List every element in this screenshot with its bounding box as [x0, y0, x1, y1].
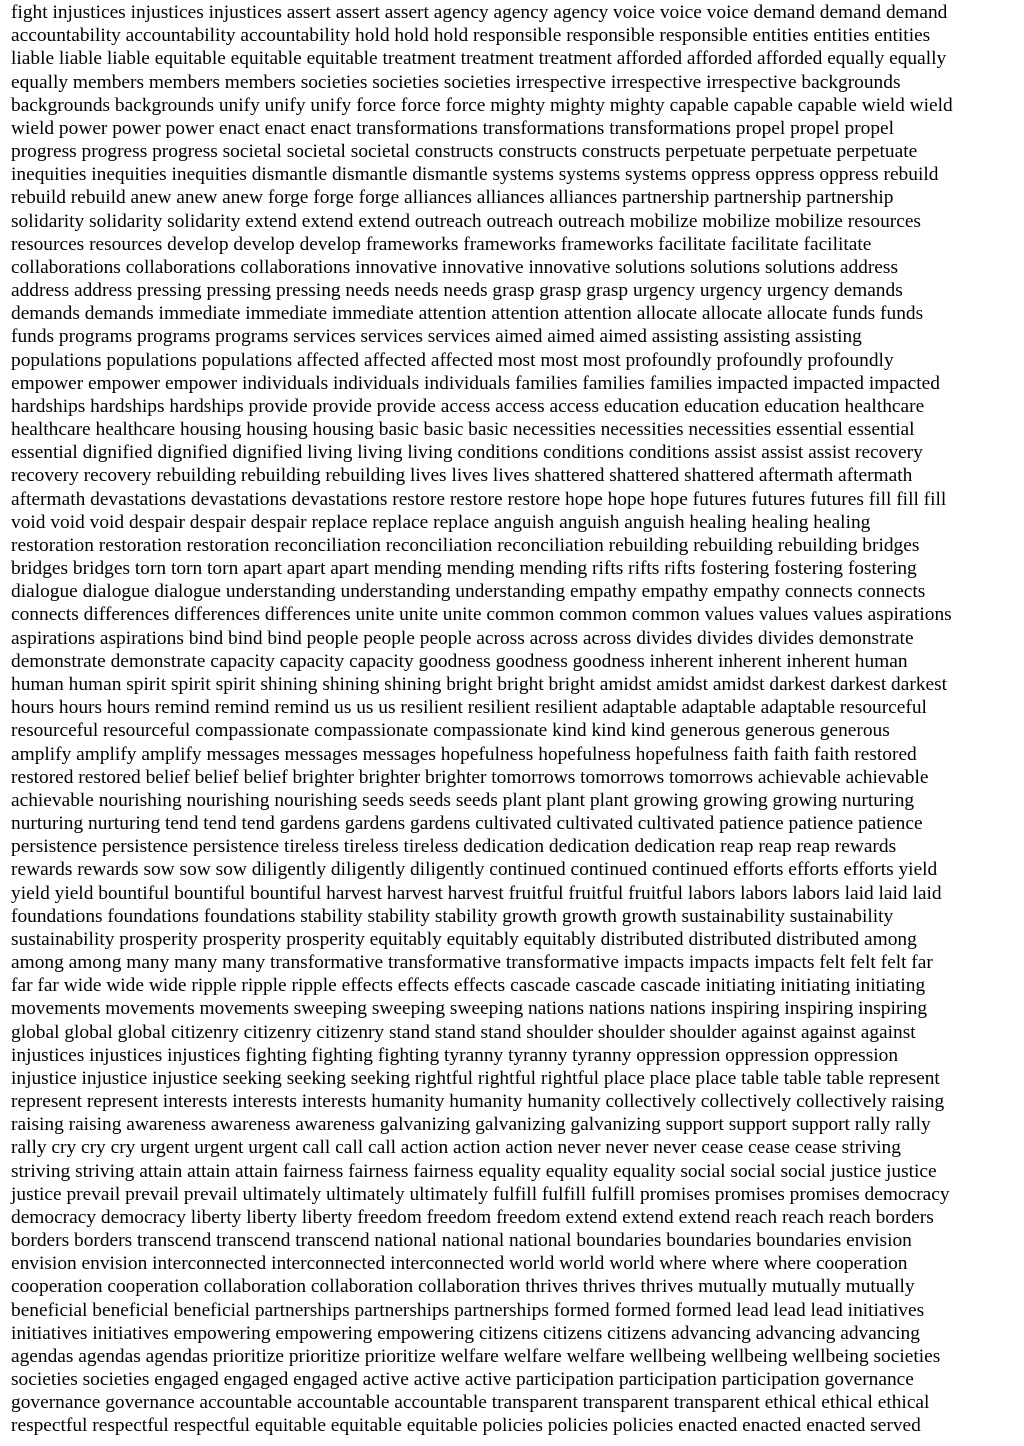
- text-line: cooperation cooperation collaboration collaboration collaboration thrives thrives thrives mutually mutually mutually: [11, 1276, 915, 1298]
- text-line: borders borders transcend transcend transcend national national national boundaries boundaries boundaries envision: [11, 1230, 912, 1252]
- text-line: solidarity solidarity solidarity extend extend extend outreach outreach outreach mobilize mobilize mobilize resources: [11, 210, 921, 232]
- text-line: demands demands immediate immediate immediate attention attention attention allocate allocate allocate funds funds: [11, 303, 924, 325]
- text-line: amplify amplify amplify messages messages messages hopefulness hopefulness hopefulness faith faith faith restored: [11, 743, 917, 765]
- text-line: resourceful resourceful compassionate compassionate compassionate kind kind kind generous generous generous: [11, 720, 890, 742]
- body-text: [11, 1, 1015, 1438]
- text-line: respectful respectful respectful equitable equitable equitable policies policies policies enacted enacted enacted served: [11, 1415, 921, 1437]
- text-line: dialogue dialogue dialogue understanding understanding understanding empathy empathy empathy connects connects: [11, 581, 926, 603]
- text-line: democracy democracy liberty liberty liberty freedom freedom freedom extend extend extend reach reach reach borders: [11, 1206, 934, 1228]
- text-line: progress progress progress societal societal societal constructs constructs constructs perpetuate perpetuate perpetuate: [11, 141, 918, 163]
- text-line: accountability accountability accountability hold hold hold responsible responsible responsible entities entities entities: [11, 25, 931, 47]
- text-line: bridges bridges torn torn torn apart apart apart mending mending mending rifts rifts rifts fostering fostering fostering: [11, 558, 917, 580]
- text-line: collaborations collaborations collaborations innovative innovative innovative solutions solutions solutions address: [11, 256, 898, 278]
- text-line: funds programs programs programs services services services aimed aimed aimed assisting assisting assisting: [11, 326, 862, 348]
- text-line: nurturing nurturing tend tend tend gardens gardens gardens cultivated cultivated cultivated patience patience patience: [11, 813, 923, 835]
- text-line: restoration restoration restoration reconciliation reconciliation reconciliation rebuilding rebuilding rebuilding bridges: [11, 534, 920, 556]
- text-line: demonstrate demonstrate capacity capacity capacity goodness goodness goodness inherent inherent inherent human: [11, 650, 908, 672]
- text-line: global global global citizenry citizenry citizenry stand stand stand shoulder shoulder shoulder against against against: [11, 1021, 916, 1043]
- text-line: populations populations populations affected affected affected most most most profoundly profoundly profoundly: [11, 349, 894, 371]
- text-line: governance governance accountable accountable accountable transparent transparent transparent ethical ethical ethical: [11, 1392, 930, 1414]
- text-line: aftermath devastations devastations devastations restore restore restore hope hope hope futures futures futures fill fill fill: [11, 488, 947, 510]
- text-line: connects differences differences differences unite unite unite common common common values values values aspirations: [11, 604, 952, 626]
- text-line: initiatives initiatives empowering empowering empowering citizens citizens citizens advancing advancing advancing: [11, 1322, 920, 1344]
- text-line: human human spirit spirit spirit shining shining shining bright bright bright amidst amidst amidst darkest darkest darkest: [11, 673, 948, 695]
- text-line: equally members members members societies societies societies irrespective irrespective irrespective backgrounds: [11, 71, 901, 93]
- text-line: recovery recovery rebuilding rebuilding rebuilding lives lives lives shattered shattered shattered aftermath aftermath: [11, 465, 913, 487]
- text-line: beneficial beneficial beneficial partnerships partnerships partnerships formed formed formed lead lead lead initiatives: [11, 1299, 925, 1321]
- text-line: justice prevail prevail prevail ultimately ultimately ultimately fulfill fulfill fulfill promises promises promises democracy: [11, 1183, 950, 1205]
- text-line: rebuild rebuild anew anew anew forge forge forge alliances alliances alliances partnership partnership partnership: [11, 187, 894, 209]
- text-line: raising raising awareness awareness awareness galvanizing galvanizing galvanizing support support support rally rally: [11, 1114, 931, 1136]
- text-line: rally cry cry cry urgent urgent urgent call call call action action action never never never cease cease cease striving: [11, 1137, 901, 1159]
- text-line: liable liable liable equitable equitable equitable treatment treatment treatment afforded afforded afforded equally equally: [11, 48, 947, 70]
- text-line: among among many many many transformative transformative transformative impacts impacts impacts felt felt felt far: [11, 952, 933, 974]
- text-line: wield power power power enact enact enact transformations transformations transformations propel propel propel: [11, 117, 895, 139]
- text-line: foundations foundations foundations stability stability stability growth growth growth sustainability sustainability: [11, 905, 894, 927]
- text-line: hours hours hours remind remind remind us us us resilient resilient resilient adaptable adaptable adaptable resourceful: [11, 697, 927, 719]
- text-line: envision envision interconnected interconnected interconnected world world world where where where cooperation: [11, 1253, 908, 1275]
- text-line: far far wide wide wide ripple ripple ripple effects effects effects cascade cascade cascade initiating initiating initiating: [11, 975, 926, 997]
- text-line: yield yield bountiful bountiful bountiful harvest harvest harvest fruitful fruitful fruitful labors labors labors laid laid laid: [11, 882, 942, 904]
- text-line: achievable nourishing nourishing nourishing seeds seeds seeds plant plant plant growing growing growing nurturing: [11, 789, 915, 811]
- text-line: restored restored belief belief belief brighter brighter brighter tomorrows tomorrows tomorrows achievable achievable: [11, 766, 929, 788]
- text-line: hardships hardships hardships provide provide provide access access access education education education healthcare: [11, 395, 925, 417]
- text-line: essential dignified dignified dignified living living living conditions conditions conditions assist assist assist recovery: [11, 442, 923, 464]
- text-line: empower empower empower individuals individuals individuals families families families impacted impacted impacted: [11, 372, 940, 394]
- text-line: void void void despair despair despair replace replace replace anguish anguish anguish healing healing healing: [11, 511, 871, 533]
- text-line: represent represent interests interests interests humanity humanity humanity collectively collectively collectively raising: [11, 1091, 945, 1113]
- text-line: healthcare healthcare housing housing housing basic basic basic necessities necessities necessities essential essential: [11, 419, 915, 441]
- text-line: rewards rewards sow sow sow diligently diligently diligently continued continued continued efforts efforts efforts yield: [11, 859, 938, 881]
- text-line: fight injustices injustices injustices assert assert assert agency agency agency voice voice voice demand demand demand: [11, 2, 948, 23]
- text-line: resources resources develop develop develop frameworks frameworks frameworks facilitate facilitate facilitate: [11, 233, 872, 255]
- text-line: injustice injustice injustice seeking seeking seeking rightful rightful rightful place place place table table table represent: [11, 1067, 940, 1089]
- text-line: backgrounds backgrounds unify unify unify force force force mighty mighty mighty capable capable capable wield wield: [11, 94, 953, 116]
- text-line: address address pressing pressing pressing needs needs needs grasp grasp grasp urgency urgency urgency demands: [11, 280, 903, 302]
- text-line: movements movements movements sweeping sweeping sweeping nations nations nations inspiring inspiring inspiring: [11, 998, 928, 1020]
- text-line: injustices injustices injustices fighting fighting fighting tyranny tyranny tyranny oppression oppression oppression: [11, 1044, 899, 1066]
- text-line: sustainability prosperity prosperity prosperity equitably equitably equitably distributed distributed distributed among: [11, 928, 917, 950]
- text-line: aspirations aspirations bind bind bind people people people across across across divides divides divides demonstrate: [11, 627, 914, 649]
- text-line: inequities inequities inequities dismantle dismantle dismantle systems systems systems oppress oppress oppress rebuild: [11, 164, 939, 186]
- text-line: persistence persistence persistence tireless tireless tireless dedication dedication dedication reap reap reap rewards: [11, 836, 897, 858]
- text-line: striving striving attain attain attain fairness fairness fairness equality equality equality social social social justice justice: [11, 1160, 937, 1182]
- text-line: societies societies engaged engaged engaged active active active participation participation participation governance: [11, 1369, 914, 1391]
- text-line: agendas agendas agendas prioritize prioritize prioritize welfare welfare welfare wellbeing wellbeing wellbeing societies: [11, 1345, 941, 1367]
